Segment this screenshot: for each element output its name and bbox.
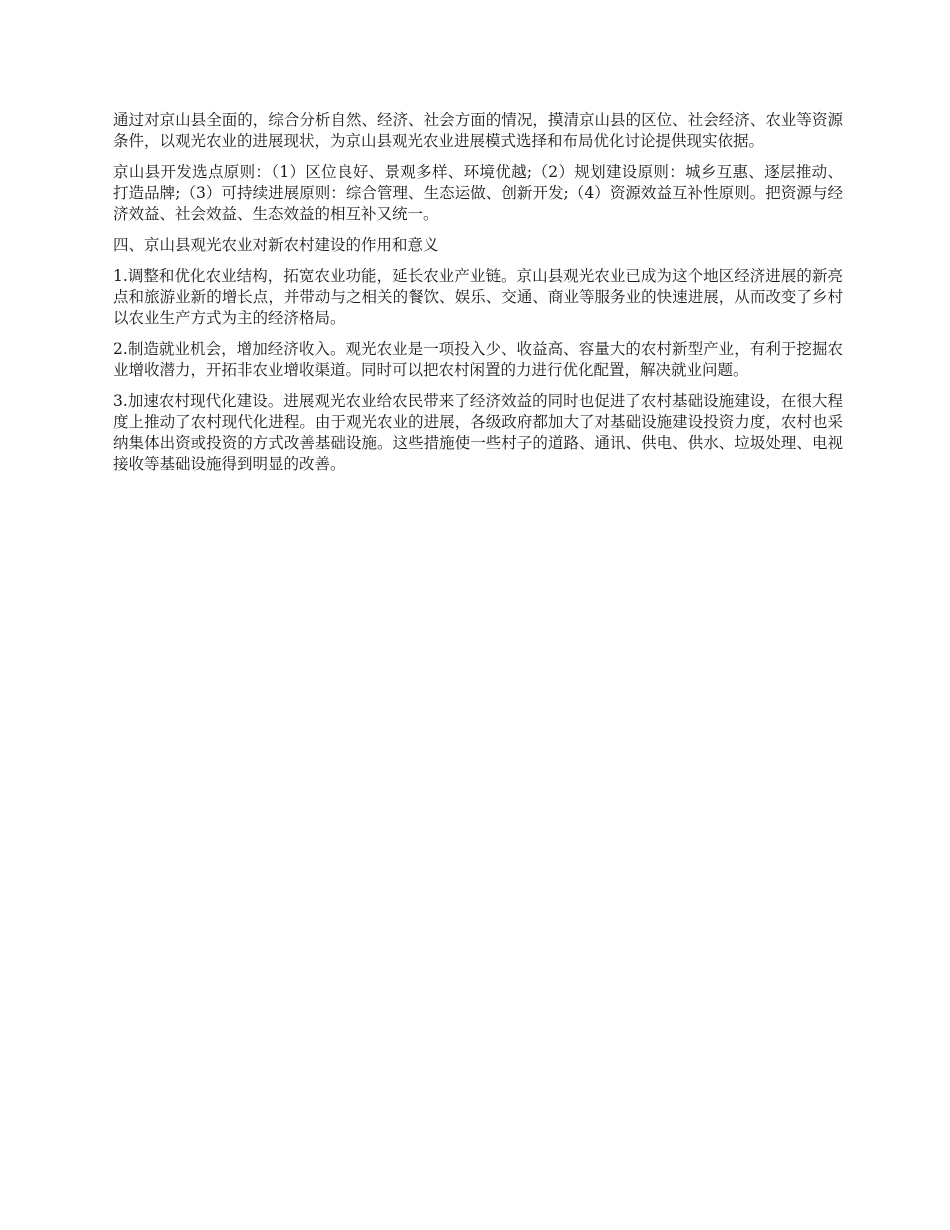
- site-selection-principles-paragraph: 京山县开发选点原则：（1）区位良好、景观多样、环境优越;（2）规划建设原则：城乡互惠、逐层推动、打造品牌;（3）可持续进展原则：综合管理、生态运做、创新开发;（4）资源效益互补性原则。把资源与经济效益、社会效益、生态效益的相互补又统一。: [113, 163, 843, 223]
- section-heading: 四、京山县观光农业对新农村建设的作用和意义: [113, 236, 439, 254]
- point-2-paragraph: 2.制造就业机会，增加经济收入。观光农业是一项投入少、收益高、容量大的农村新型产业，有利于挖掘农业增收潜力，开拓非农业增收渠道。同时可以把农村闲置的力进行优化配置，解决就业问题。: [113, 340, 843, 379]
- point-3-paragraph: 3.加速农村现代化建设。进展观光农业给农民带来了经济效益的同时也促进了农村基础设施建设，在很大程度上推动了农村现代化进程。由于观光农业的进展，各级政府都加大了对基础设施建设投资力度，农村也采纳集体出资或投资的方式改善基础设施。这些措施使一些村子的道路、通讯、供电、供水、垃圾处理、电视接收等基础设施得到明显的改善。: [113, 392, 843, 473]
- document-body: [113, 110, 843, 485]
- intro-paragraph: 通过对京山县全面的，综合分析自然、经济、社会方面的情况，摸清京山县的区位、社会经济、农业等资源条件，以观光农业的进展现状，为京山县观光农业进展模式选择和布局优化讨论提供现实依据。: [113, 111, 843, 150]
- point-1-paragraph: 1.调整和优化农业结构，拓宽农业功能，延长农业产业链。京山县观光农业已成为这个地区经济进展的新亮点和旅游业新的增长点，并带动与之相关的餐饮、娱乐、交通、商业等服务业的快速进展，从而改变了乡村以农业生产方式为主的经济格局。: [113, 267, 843, 327]
